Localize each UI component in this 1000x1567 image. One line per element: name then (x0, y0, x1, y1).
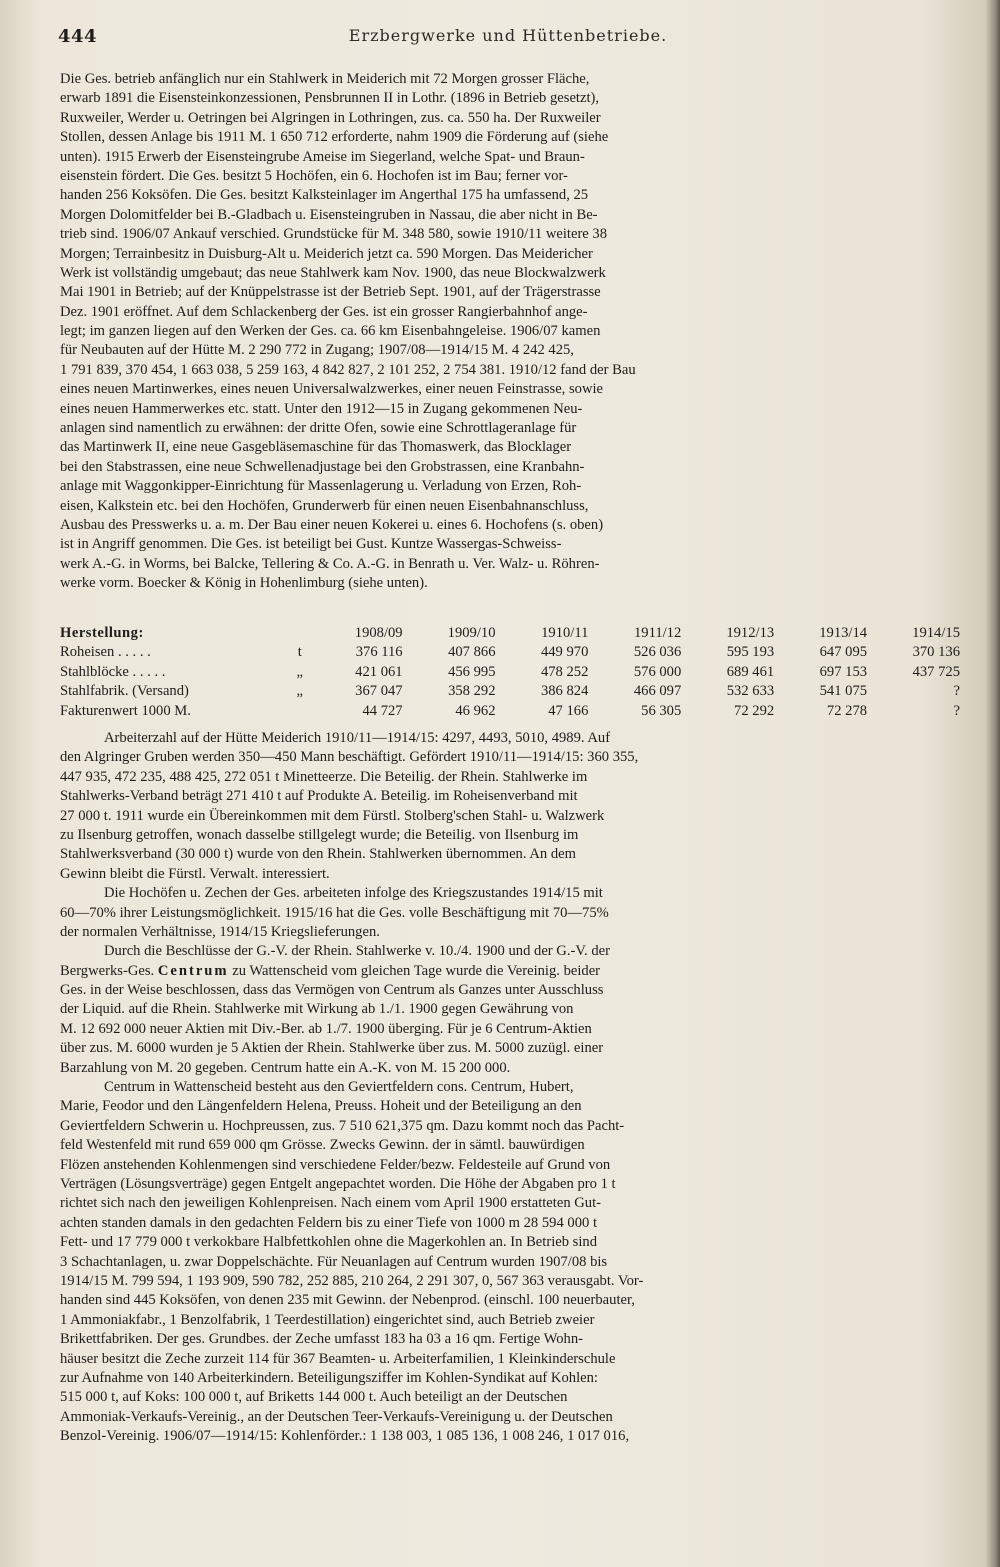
table-cell: 697 153 (819, 663, 868, 680)
text-line: bei den Stabstrassen, eine neue Schwellenadjustage bei den Grobstrassen, eine Kranbahn- (60, 458, 585, 475)
text-line: Geviertfeldern Schwerin u. Hochpreussen, zus. 7 510 621,375 qm. Dazu kommt noch das Pacht- (60, 1117, 625, 1134)
text-line: 515 000 t, auf Koks: 100 000 t, auf Briketts 144 000 t. Auch beteiligt an der Deutschen (60, 1389, 568, 1406)
text-line: häuser besitzt die Zeche zurzeit 114 für 367 Beamten- u. Arbeiterfamilien, 1 Kleinkinderschule (60, 1350, 616, 1367)
table-cell: ? (953, 683, 960, 700)
page-header (58, 26, 958, 52)
table-cell: 647 095 (819, 644, 868, 661)
year-header: 1909/10 (447, 625, 496, 641)
text-line: Verträgen (Lösungsverträge) gegen Entgelt angepachtet worden. Die Höhe der Abgaben pro 1 t (60, 1175, 616, 1192)
text-line: Die Hochöfen u. Zechen der Ges. arbeiteten infolge des Kriegszustandes 1914/15 mit (104, 885, 603, 902)
table-cell: 376 116 (355, 644, 403, 661)
text-line: legt; im ganzen liegen auf den Werken der Ges. ca. 66 km Eisenbahngeleise. 1906/07 kamen (60, 323, 601, 340)
text-line: 1 Ammoniakfabr., 1 Benzolfabrik, 1 Teerdestillation) eingerichtet sind, auch Betrieb zweier (60, 1311, 595, 1328)
text-line: für Neubauten auf der Hütte M. 2 290 772 in Zugang; 1907/08—1914/15 M. 4 242 425, (60, 342, 574, 359)
row-label: Roheisen . . . . . (60, 644, 151, 661)
text-line: werke vorm. Boecker & König in Hohenlimburg (siehe unten). (60, 575, 428, 592)
text-line: Durch die Beschlüsse der G.-V. der Rhein. Stahlwerke v. 10./4. 1900 und der G.-V. der (104, 943, 610, 960)
text-line: 27 000 t. 1911 wurde ein Übereinkommen mit dem Fürstl. Stolberg'schen Stahl- u. Walzwerk (60, 807, 605, 824)
row-unit: „ (296, 663, 303, 680)
row-unit (290, 702, 310, 721)
text-line: 1914/15 M. 799 594, 1 193 909, 590 782, 252 885, 210 264, 2 291 307, 0, 567 363 verausgabt. Vor- (60, 1272, 644, 1289)
paragraph-war-operations (60, 884, 960, 942)
table-cell: 478 252 (540, 663, 589, 680)
running-head: Erzbergwerke und Hüttenbetriebe. (348, 26, 668, 45)
table-cell: 56 305 (641, 702, 682, 719)
table-cell: 44 727 (362, 702, 403, 719)
text-line: der normalen Verhältnisse, 1914/15 Kriegslieferungen. (60, 923, 380, 940)
text-line: der Liquid. auf die Rhein. Stahlwerke mit Wirkung ab 1./1. 1900 gegen Gewährung von (60, 1001, 574, 1018)
table-label: Herstellung: (60, 625, 144, 641)
text-line: ist in Angriff genommen. Die Ges. ist beteiligt bei Gust. Kuntze Wassergas-Schweiss- (60, 536, 562, 553)
text-line: Morgen; Terrainbesitz in Duisburg-Alt u. Meiderich jetzt ca. 590 Morgen. Das Meidericher (60, 245, 593, 262)
paragraph-centrum-description (60, 1078, 960, 1446)
text-line: das Martinwerk II, eine neue Gasgebläsemaschine für das Thomaswerk, das Blocklager (60, 439, 572, 456)
text-line: Morgen Dolomitfelder bei B.-Gladbach u. Eisensteingruben in Nassau, die aber nicht in Be- (60, 206, 598, 223)
table-cell: 46 962 (455, 702, 496, 719)
table-cell: 72 292 (734, 702, 775, 719)
production-table-block (60, 624, 960, 721)
row-label: Fakturenwert 1000 M. (60, 702, 191, 719)
text-line: 447 935, 472 235, 488 425, 272 051 t Minetteerze. Die Beteilig. der Rhein. Stahlwerke im (60, 768, 588, 785)
table-cell: 595 193 (726, 644, 775, 661)
table-row (60, 663, 960, 682)
table-cell: 526 036 (633, 644, 682, 661)
text-line: handen sind 445 Koksöfen, von denen 235 mit Gewinn. der Nebenprod. (einschl. 100 neuerbauter, (60, 1292, 635, 1309)
table-cell: 689 461 (726, 663, 775, 680)
text-line: handen 256 Koksöfen. Die Ges. besitzt Kalksteinlager im Angerthal 175 ha umfassend, 25 (60, 187, 589, 204)
text-line: Ruxweiler, Werder u. Oetringen bei Algringen in Lothringen, zus. ca. 550 ha. Der Ruxweiler (60, 109, 601, 126)
text-line: Benzol-Vereinig. 1906/07—1914/15: Kohlenförder.: 1 138 003, 1 085 136, 1 008 246, 1 017 016, (60, 1428, 630, 1445)
text-line: Die Ges. betrieb anfänglich nur ein Stahlwerk in Meiderich mit 72 Morgen grosser Fläche, (60, 71, 590, 87)
table-cell: 541 075 (819, 683, 868, 700)
table-cell: 449 970 (540, 644, 589, 661)
text-line: Stollen, dessen Anlage bis 1911 M. 1 650 712 erforderte, nahm 1909 die Förderung auf (siehe (60, 129, 609, 146)
table-cell: ? (953, 702, 960, 719)
table-cell: 367 047 (355, 683, 403, 700)
table-cell: 576 000 (633, 663, 682, 680)
text-line: Ges. in der Weise beschlossen, dass das Vermögen von Centrum als Ganzes unter Ausschluss (60, 982, 604, 999)
text-span: Bergwerks-Ges. (60, 962, 155, 979)
year-header: 1914/15 (912, 625, 960, 641)
year-header: 1911/12 (633, 625, 682, 641)
text-line (60, 962, 960, 981)
text-line: Ammoniak-Verkaufs-Vereinig., an der Deutschen Teer-Verkaufs-Vereinigung u. der Deutschen (60, 1408, 613, 1425)
paragraph-company-history (60, 70, 960, 594)
text-line: eines neuen Martinwerkes, eines neuen Universalwalzwerkes, einer neuen Feinstrasse, sowie (60, 381, 604, 398)
text-line: Stahlwerksverband (30 000 t) wurde von den Rhein. Stahlwerken übernommen. An dem (60, 846, 576, 863)
text-line: werk A.-G. in Worms, bei Balcke, Tellering & Co. A.-G. in Benrath u. Ver. Walz- u. Röhren- (60, 555, 600, 572)
text-line: trieb sind. 1906/07 Ankauf verschied. Grundstücke für M. 348 580, sowie 1910/11 weitere 38 (60, 226, 608, 243)
text-line: Brikettfabriken. Der ges. Grundbes. der Zeche umfasst 183 ha 03 a 16 qm. Fertige Wohn- (60, 1331, 583, 1348)
text-line: den Algringer Gruben werden 350—450 Mann beschäftigt. Gefördert 1910/11—1914/15: 360 355, (60, 749, 639, 766)
table-cell: 386 824 (540, 683, 589, 700)
table-cell: 370 136 (912, 644, 960, 661)
paragraph-centrum-merger (60, 942, 960, 1078)
year-header: 1910/11 (541, 625, 589, 641)
text-line: Stahlwerks-Verband beträgt 271 410 t auf Produkte A. Beteilig. im Roheisenverband mit (60, 788, 578, 805)
year-header: 1913/14 (819, 625, 868, 641)
text-line: eisenstein fördert. Die Ges. besitzt 5 Hochöfen, ein 6. Hochofen ist im Bau; ferner vor- (60, 167, 568, 184)
table-row (60, 702, 960, 721)
text-line: Dez. 1901 eröffnet. Auf dem Schlackenberg der Ges. ist ein grosser Rangierbahnhof ange- (60, 303, 588, 320)
table-row (60, 643, 960, 662)
text-line: zu Ilsenburg getroffen, wonach dasselbe stillgelegt wurde; die Beteilig. von Ilsenburg im (60, 826, 579, 843)
text-line: Marie, Feodor und den Längenfeldern Helena, Preuss. Hoheit und der Beteiligung an den (60, 1098, 582, 1115)
text-span: zu Wattenscheid vom gleichen Tage wurde die Vereinig. beider (232, 962, 601, 979)
text-line: Centrum in Wattenscheid besteht aus den Geviertfeldern cons. Centrum, Hubert, (104, 1079, 574, 1096)
centrum-bold-name: Centrum (157, 962, 229, 979)
table-cell: 358 292 (448, 683, 496, 700)
year-header: 1908/09 (354, 625, 403, 641)
text-line: Werk ist vollständig umgebaut; das neue Stahlwerk kam Nov. 1900, das neue Blockwalzwerk (60, 264, 606, 281)
text-line: M. 12 692 000 neuer Aktien mit Div.-Ber. ab 1./7. 1900 überging. Für je 6 Centrum-Aktien (60, 1020, 592, 1037)
row-unit: „ (296, 683, 303, 700)
row-label: Stahlblöcke . . . . . (60, 663, 166, 680)
text-line: zur Aufnahme von 140 Arbeiterkindern. Beteiligungsziffer im Kohlen-Syndikat auf Kohlen: (60, 1369, 598, 1386)
text-line: Fett- und 17 779 000 t verkokbare Halbfettkohlen ohne die Magerkohlen an. In Betrieb sind (60, 1234, 597, 1251)
text-line: Flözen anstehenden Kohlenmengen sind verschiedene Felder/bezw. Feldesteile auf Grund von (60, 1156, 611, 1173)
text-line: Ausbau des Presswerks u. a. m. Der Bau einer neuen Kokerei u. eines 6. Hochofens (s. oben) (60, 516, 604, 533)
text-line: 60—70% ihrer Leistungsmöglichkeit. 1915/16 hat die Ges. volle Beschäftigung mit 70—75% (60, 904, 609, 921)
row-unit: t (297, 644, 302, 661)
text-line: anlagen sind namentlich zu erwähnen: der dritte Ofen, sowie eine Schrottlageranlage für (60, 420, 577, 437)
table-cell: 421 061 (355, 663, 403, 680)
text-line: anlage mit Waggonkipper-Einrichtung für Massenlagerung u. Verladung von Erzen, Roh- (60, 478, 582, 495)
page-number: 444 (58, 26, 98, 47)
text-line: erwarb 1891 die Eisensteinkonzessionen, Pensbrunnen II in Lothr. (1896 in Betrieb gesetzt), (60, 90, 600, 107)
text-line: unten). 1915 Erwerb der Eisensteingrube Ameise im Siegerland, welche Spat- und Braun- (60, 148, 585, 165)
text-line: 1 791 839, 370 454, 1 663 038, 5 259 163, 4 842 827, 2 101 252, 2 754 381. 1910/12 fand der Bau (60, 361, 636, 378)
table-row (60, 682, 960, 701)
table-cell: 532 633 (726, 683, 775, 700)
text-line: eines neuen Hammerwerkes etc. statt. Unter den 1912—15 in Zugang gekommenen Neu- (60, 400, 583, 417)
table-cell: 47 166 (548, 702, 589, 719)
table-cell: 437 725 (912, 663, 960, 680)
text-line: richtet sich nach den jeweiligen Kohlenpreisen. Nach einem vom April 1900 erstatteten Gut- (60, 1195, 602, 1212)
text-line: Arbeiterzahl auf der Hütte Meiderich 1910/11—1914/15: 4297, 4493, 5010, 4989. Auf (104, 730, 611, 746)
text-line: über zus. M. 6000 wurden je 5 Aktien der Rhein. Stahlwerke über zus. M. 5000 zuzügl. einer (60, 1040, 604, 1057)
text-line: Barzahlung von M. 20 gegeben. Centrum hatte ein A.-K. von M. 15 200 000. (60, 1059, 511, 1076)
text-line: Mai 1901 in Betrieb; auf der Knüppelstrasse ist der Betrieb Sept. 1901, auf der Trägerstrasse (60, 284, 601, 301)
table-header-row (60, 624, 960, 643)
production-table (60, 624, 960, 721)
text-line: eisen, Kalkstein etc. bei den Hochöfen, Grunderwerb für einen neuen Eisenbahnanschluss, (60, 497, 589, 514)
body-continued (60, 729, 960, 1446)
row-label: Stahlfabrik. (Versand) (60, 683, 189, 700)
table-cell: 456 995 (448, 663, 496, 680)
paragraph-workforce (60, 729, 960, 884)
table-cell: 407 866 (448, 644, 496, 661)
page-spine-shadow (986, 0, 1000, 1567)
table-cell: 466 097 (633, 683, 682, 700)
year-header: 1912/13 (726, 625, 775, 641)
table-cell: 72 278 (826, 702, 868, 719)
unit-cell (290, 624, 310, 643)
text-line: Gewinn bleibt die Fürstl. Verwalt. interessiert. (60, 865, 330, 882)
text-line: feld Westenfeld mit rund 659 000 qm Grösse. Zwecks Gewinn. der in sämtl. bauwürdigen (60, 1137, 585, 1154)
text-line: achten standen damals in den gedachten Feldern bis zu einer Tiefe von 1000 m 28 594 000 t (60, 1214, 598, 1231)
text-line: 3 Schachtanlagen, u. zwar Doppelschächte. Für Neuanlagen auf Centrum wurden 1907/08 bis (60, 1253, 608, 1270)
